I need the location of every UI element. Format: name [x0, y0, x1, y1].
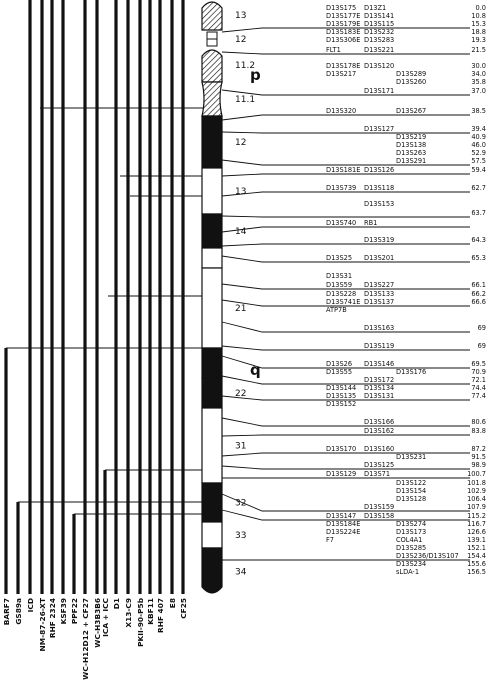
marker-distance-3: 18.8 [471, 28, 486, 36]
marker-distance-45: 107.9 [467, 503, 486, 511]
marker-right-3: D13S232 [364, 28, 395, 36]
marker-distance-32: 72.1 [471, 376, 486, 384]
marker-left-17: D13S739 [326, 184, 357, 192]
hybrid-label-9: ICA + ICC [101, 598, 110, 637]
marker-left-24: D13S59 [326, 281, 353, 289]
band-label-10: 22 [235, 389, 247, 399]
marker-left-48: D13S224E [326, 528, 361, 536]
marker-right-12: D13S219 [396, 133, 427, 141]
marker-distance-25: 66.2 [471, 290, 486, 298]
marker-right-36: D13S166 [364, 418, 395, 426]
marker-distance-10: 38.5 [471, 107, 486, 115]
hybrid-label-1: GS89a [14, 598, 23, 625]
band-label-6: 14 [235, 227, 247, 237]
marker-distance-19: 63.7 [471, 209, 486, 217]
connector-21 [222, 453, 470, 456]
marker-right-7: D13S289 [396, 70, 427, 78]
marker-right-39: D13S231 [396, 453, 427, 461]
marker-right-42: D13S122 [396, 479, 427, 487]
hybrid-label-13: KBF11 [146, 598, 155, 625]
hybrid-label-7: WC-H12D12 + CF27 [81, 598, 90, 680]
marker-right-6: D13S120 [364, 62, 395, 70]
marker-right-41: D13S71 [364, 470, 391, 478]
marker-left-7: D13S217 [326, 70, 357, 78]
marker-distance-8: 35.8 [471, 78, 486, 86]
band-0 [202, 2, 222, 30]
connector-15 [222, 346, 470, 350]
marker-distance-21: 64.3 [471, 236, 486, 244]
marker-right-31: D13S176 [396, 368, 427, 376]
marker-distance-49: 139.1 [467, 536, 486, 544]
marker-left-5: FLT1 [326, 46, 341, 54]
arm-label-p: p [250, 66, 261, 84]
marker-left-30: D13S26 [326, 360, 353, 368]
band-label-14: 34 [235, 567, 247, 578]
connector-3 [222, 115, 470, 120]
band-14 [202, 548, 222, 593]
marker-right-14: D13S263 [396, 149, 427, 157]
marker-right-1: D13S141 [364, 12, 395, 20]
connector-8 [222, 216, 470, 217]
marker-distance-22: 65.3 [471, 254, 486, 262]
connector-2 [222, 90, 470, 95]
hybrid-label-11: X13-C9 [124, 598, 133, 628]
hybrid-label-16: CF25 [179, 598, 188, 619]
marker-left-31: D13S55 [326, 368, 353, 376]
marker-right-32: D13S172 [364, 376, 395, 384]
marker-distance-4: 19.3 [471, 36, 486, 44]
connector-4 [222, 132, 470, 133]
band-label-5: 13 [235, 187, 247, 197]
band-label-13: 33 [235, 531, 247, 541]
band-2 [202, 50, 222, 82]
marker-distance-2: 15.3 [471, 20, 486, 28]
marker-right-5: D13S221 [364, 46, 395, 54]
marker-right-24: D13S227 [364, 281, 395, 289]
marker-distance-6: 30.0 [471, 62, 486, 70]
marker-right-51: D13S236/D13S107 [396, 552, 459, 560]
marker-right-20: RB1 [364, 219, 378, 227]
marker-distance-41: 100.7 [467, 470, 486, 478]
marker-left-35: D13S152 [326, 400, 357, 408]
hybrid-label-12: PKII-90-P5b [136, 598, 145, 647]
marker-distance-39: 91.5 [471, 453, 486, 461]
band-7 [202, 248, 222, 268]
marker-distance-29: 69 [477, 342, 486, 350]
marker-right-53: sLDA-1 [396, 568, 420, 576]
marker-distance-7: 34.0 [471, 70, 486, 78]
connector-20 [222, 435, 470, 436]
marker-distance-30: 69.5 [471, 360, 486, 368]
marker-distance-11: 39.4 [471, 125, 486, 133]
band-label-1: 12 [235, 35, 247, 45]
marker-right-38: D13S160 [364, 445, 395, 453]
marker-distance-53: 156.5 [467, 568, 486, 576]
hybrid-label-4: RHF 2324 [48, 598, 57, 639]
marker-distance-47: 116.7 [467, 520, 486, 528]
marker-right-18: D13S153 [364, 200, 395, 208]
marker-distance-34: 77.4 [471, 392, 486, 400]
marker-left-6: D13S178E [326, 62, 361, 70]
connector-1 [222, 52, 470, 54]
marker-right-33: D13S134 [364, 384, 395, 392]
band-8 [202, 268, 222, 348]
marker-distance-43: 102.9 [467, 487, 486, 495]
marker-right-13: D13S138 [396, 141, 427, 149]
marker-left-46: D13S147 [326, 512, 357, 520]
marker-right-9: D13S171 [364, 87, 395, 95]
band-label-12: 32 [235, 498, 247, 509]
marker-right-48: D13S173 [396, 528, 427, 536]
marker-distance-36: 80.6 [471, 418, 486, 426]
band-3 [202, 82, 222, 116]
marker-right-16: D13S126 [364, 166, 395, 174]
connector-19 [222, 418, 470, 426]
marker-right-50: D13S285 [396, 544, 427, 552]
hybrid-label-8: WC-H3B3B6 [93, 598, 102, 648]
marker-right-8: D13S260 [396, 78, 427, 86]
marker-left-49: F7 [326, 536, 334, 544]
band-label-3: 11.1 [235, 95, 256, 105]
marker-right-11: D13S127 [364, 125, 395, 133]
marker-right-37: D13S162 [364, 427, 395, 435]
marker-distance-14: 52.9 [471, 149, 486, 157]
hybrid-label-15: E8 [168, 598, 177, 609]
marker-right-52: D13S234 [396, 560, 427, 568]
marker-distance-40: 98.9 [471, 461, 486, 469]
marker-left-47: D13S184E [326, 520, 361, 528]
marker-distance-15: 57.5 [471, 157, 486, 165]
marker-distance-24: 66.1 [471, 281, 486, 289]
hybrid-label-14: RHF 407 [156, 598, 165, 633]
somatic-hybrid-lines [2, 0, 205, 680]
connector-14 [222, 322, 470, 332]
marker-list [326, 4, 486, 576]
arm-label-q: q [250, 361, 261, 379]
marker-left-3: D13S183E [326, 28, 361, 36]
marker-left-33: D13S144 [326, 384, 357, 392]
marker-left-23: D13S31 [326, 272, 353, 280]
marker-right-2: D13S115 [364, 20, 395, 28]
band-label-8: 21 [235, 304, 247, 314]
hybrid-label-0: BARF7 [2, 598, 11, 626]
band-label-4: 12 [235, 138, 247, 148]
marker-distance-51: 154.4 [467, 552, 486, 560]
marker-left-10: D13S320 [326, 107, 357, 115]
marker-right-4: D13S283 [364, 36, 395, 44]
band-5 [202, 168, 222, 214]
marker-distance-37: 83.8 [471, 427, 486, 435]
marker-right-30: D13S146 [364, 360, 395, 368]
marker-right-29: D13S119 [364, 342, 395, 350]
marker-right-49: COL4A1 [396, 536, 423, 544]
marker-right-10: D13S267 [396, 107, 427, 115]
marker-distance-9: 37.0 [471, 87, 486, 95]
marker-right-46: D13S158 [364, 512, 395, 520]
marker-left-4: D13S306E [326, 36, 361, 44]
marker-distance-33: 74.4 [471, 384, 486, 392]
marker-distance-38: 87.2 [471, 445, 486, 453]
marker-left-34: D13S135 [326, 392, 357, 400]
marker-right-43: D13S154 [396, 487, 427, 495]
marker-left-2: D13S179E [326, 20, 361, 28]
marker-distance-50: 152.1 [467, 544, 486, 552]
hybrid-label-10: D1 [112, 598, 121, 610]
marker-left-41: D13S129 [326, 470, 357, 478]
marker-right-28: D13S163 [364, 324, 395, 332]
marker-distance-1: 10.8 [471, 12, 486, 20]
marker-distance-0: 0.0 [475, 4, 486, 12]
marker-distance-5: 21.5 [471, 46, 486, 54]
marker-left-16: D13S181E [326, 166, 361, 174]
connector-7 [222, 192, 470, 196]
marker-left-26: D13S741E [326, 298, 361, 306]
band-label-11: 31 [235, 441, 247, 452]
connector-22 [222, 466, 470, 469]
hybrid-label-3: NM-87-26-XT [38, 598, 47, 652]
connector-5 [222, 160, 470, 165]
marker-right-26: D13S137 [364, 298, 395, 306]
marker-distance-46: 115.2 [467, 512, 486, 520]
band-10 [202, 378, 222, 408]
marker-right-25: D13S133 [364, 290, 395, 298]
marker-right-0: D13Z1 [364, 4, 387, 12]
marker-right-34: D13S131 [364, 392, 395, 400]
marker-right-44: D13S128 [396, 495, 427, 503]
hybrid-label-5: KSF39 [59, 598, 68, 625]
connector-9 [222, 227, 470, 232]
marker-right-45: D13S159 [364, 503, 395, 511]
marker-left-20: D13S740 [326, 219, 357, 227]
marker-left-38: D13S170 [326, 445, 357, 453]
marker-distance-12: 40.9 [471, 133, 486, 141]
band-4 [202, 116, 222, 168]
marker-distance-44: 106.4 [467, 495, 486, 503]
marker-distance-13: 46.0 [471, 141, 486, 149]
band-9 [202, 348, 222, 378]
marker-right-15: D13S291 [396, 157, 427, 165]
marker-left-27: ATP7B [326, 306, 347, 314]
marker-right-47: D13S274 [396, 520, 427, 528]
band-label-2: 11.2 [235, 61, 256, 71]
connector-6 [222, 174, 470, 176]
marker-distance-28: 69 [477, 324, 486, 332]
hybrid-label-6: PPF22 [70, 598, 79, 625]
marker-right-17: D13S118 [364, 184, 395, 192]
marker-distance-31: 70.9 [471, 368, 486, 376]
marker-distance-42: 101.8 [467, 479, 486, 487]
marker-left-25: D13S228 [326, 290, 357, 298]
marker-distance-48: 126.6 [467, 528, 486, 536]
band-13 [202, 522, 222, 548]
hybrid-label-2: ICD [26, 598, 35, 613]
marker-distance-26: 66.6 [471, 298, 486, 306]
marker-right-21: D13S319 [364, 236, 395, 244]
connector-24 [222, 494, 470, 511]
band-11 [202, 408, 222, 483]
marker-distance-52: 155.6 [467, 560, 486, 568]
connector-10 [222, 244, 470, 246]
marker-right-22: D13S201 [364, 254, 395, 262]
band-label-0: 13 [235, 11, 247, 21]
band-12 [202, 483, 222, 522]
band-6 [202, 214, 222, 248]
marker-distance-16: 59.4 [471, 166, 486, 174]
marker-right-40: D13S125 [364, 461, 395, 469]
marker-left-22: D13S25 [326, 254, 353, 262]
marker-distance-17: 62.7 [471, 184, 486, 192]
marker-left-1: D13S177E [326, 12, 361, 20]
chromosome-ideogram [202, 2, 261, 593]
marker-left-0: D13S175 [326, 4, 357, 12]
